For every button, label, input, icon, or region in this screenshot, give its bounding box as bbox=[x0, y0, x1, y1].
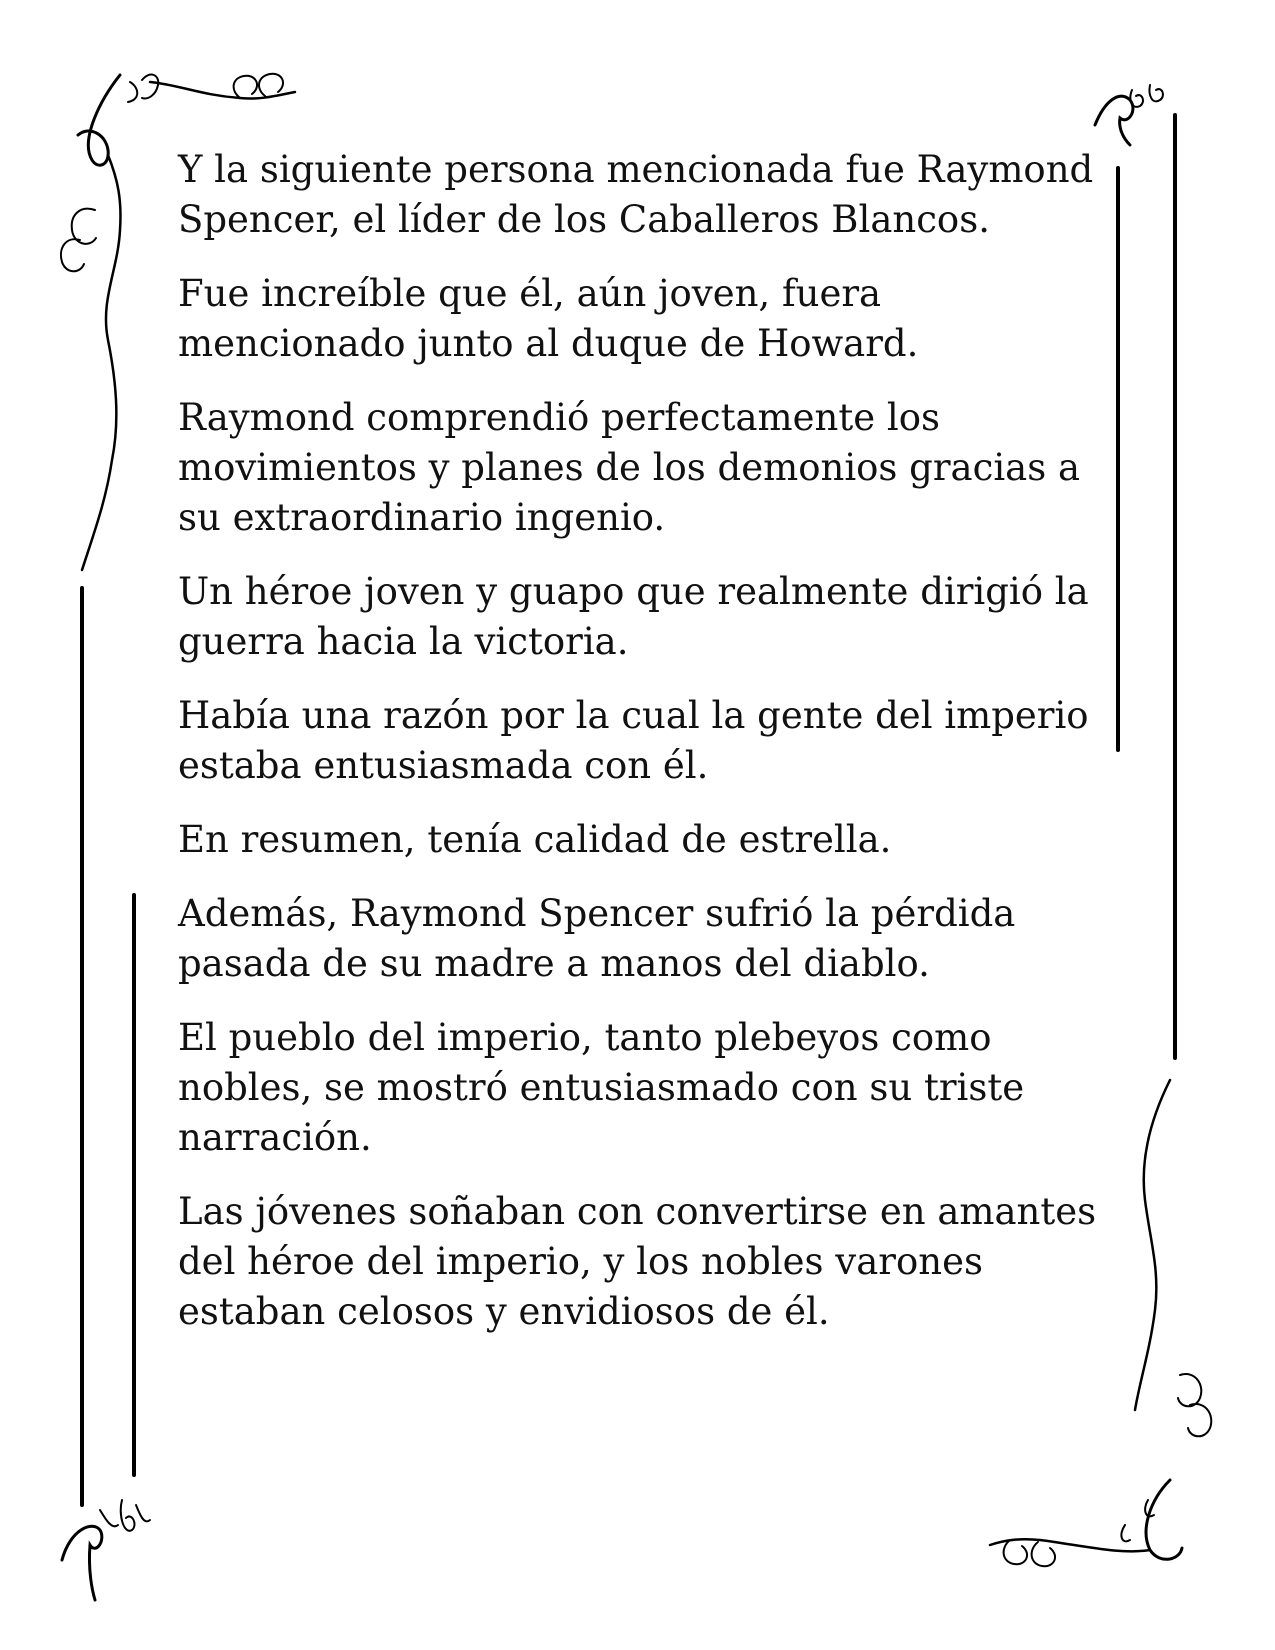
paragraph-4: Un héroe joven y guapo que realmente dirigió la guerra hacia la victoria. bbox=[178, 570, 1089, 663]
flourish-top-right bbox=[1095, 85, 1163, 145]
paragraph-1: Y la siguiente persona mencionada fue Raymond Spencer, el líder de los Caballeros Blancos. bbox=[178, 148, 1094, 241]
paragraph-8: El pueblo del imperio, tanto plebeyos como nobles, se mostró entusiasmado con su triste narración. bbox=[178, 1016, 1025, 1159]
paragraph-3: Raymond comprendió perfectamente los movimientos y planes de los demonios gracias a su extraordinario ingenio. bbox=[178, 396, 1081, 539]
paragraph-2: Fue increíble que él, aún joven, fuera mencionado junto al duque de Howard. bbox=[178, 272, 919, 365]
paragraph-6: En resumen, tenía calidad de estrella. bbox=[178, 818, 892, 861]
paragraph-9: Las jóvenes soñaban con convertirse en amantes del héroe del imperio, y los nobles varones estaban celosos y envidiosos de él. bbox=[178, 1190, 1097, 1333]
flourish-bottom-left bbox=[62, 1500, 150, 1600]
paragraph-5: Había una razón por la cual la gente del imperio estaba entusiasmada con él. bbox=[178, 694, 1089, 787]
story-text bbox=[178, 145, 1118, 1361]
paragraph-7: Además, Raymond Spencer sufrió la pérdida pasada de su madre a manos del diablo. bbox=[178, 892, 1016, 985]
